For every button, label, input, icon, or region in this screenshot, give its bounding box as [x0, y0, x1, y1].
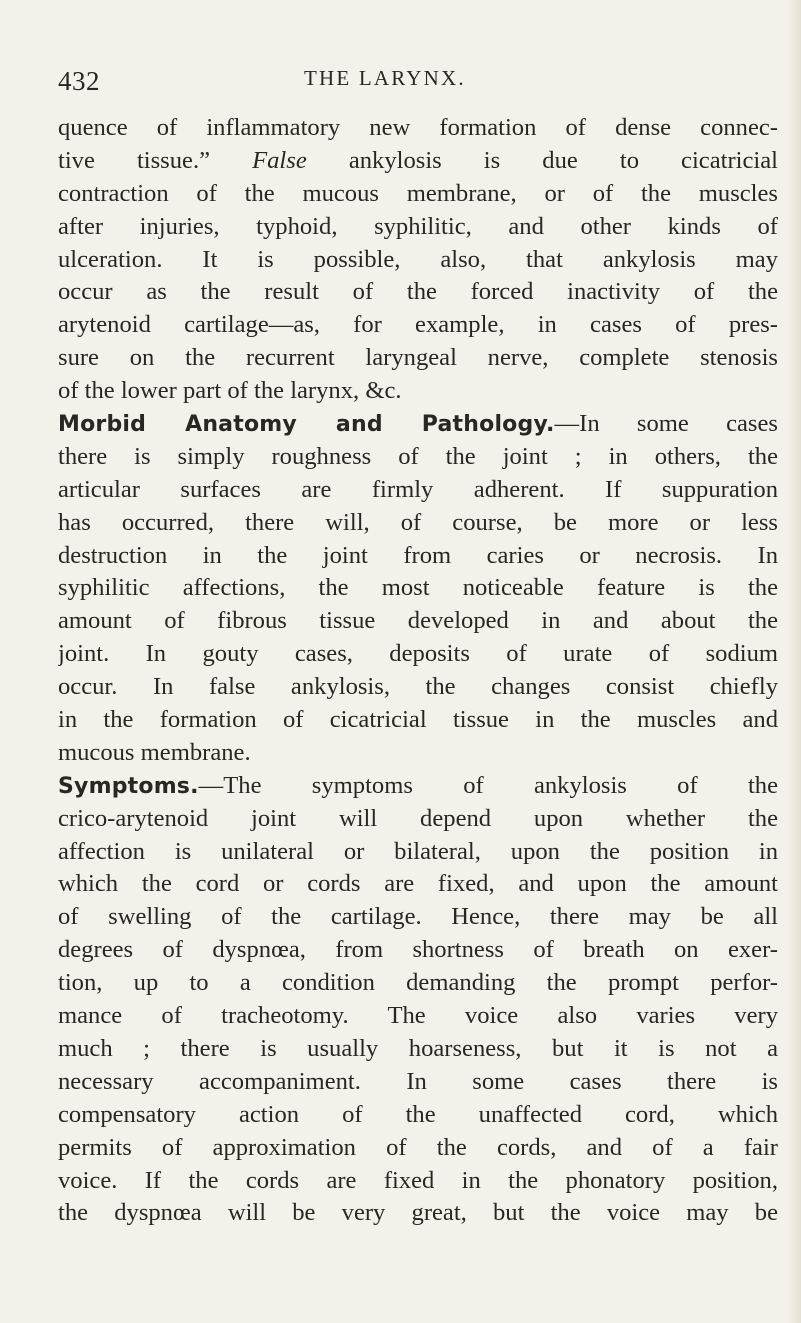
text-line: in the formation of cicatricial tissue in the muscles and — [58, 706, 778, 734]
text-line: Symptoms.—The symptoms of ankylosis of the — [58, 771, 778, 799]
text-line: of swelling of the cartilage. Hence, there may be all — [58, 903, 778, 931]
text-line: after injuries, typhoid, syphilitic, and other kinds of — [58, 212, 778, 240]
section-heading-symptoms: Symptoms. — [58, 773, 199, 799]
text-line: sure on the recurrent laryngeal nerve, complete stenosis — [58, 344, 778, 372]
text-line: affection is unilateral or bilateral, upon the position in — [58, 837, 778, 865]
page-edge-shadow — [787, 0, 801, 1323]
text-line: quence of inflammatory new formation of dense connec- — [58, 114, 778, 141]
text-line: much ; there is usually hoarseness, but it is not a — [58, 1034, 778, 1062]
text-line: occur. In false ankylosis, the changes consist chiefly — [58, 673, 778, 701]
text-line: contraction of the mucous membrane, or of the muscles — [58, 179, 778, 207]
text-line: the dyspnœa will be very great, but the voice may be — [58, 1199, 778, 1227]
text-line: amount of fibrous tissue developed in and about the — [58, 607, 778, 635]
text-line: tion, up to a condition demanding the prompt perfor- — [58, 969, 778, 997]
text-line: Morbid Anatomy and Pathology.—In some cases — [58, 410, 778, 438]
text-line: arytenoid cartilage—as, for example, in cases of pres- — [58, 311, 778, 339]
body-text — [58, 112, 778, 1230]
text-line: voice. If the cords are fixed in the phonatory position, — [58, 1166, 778, 1194]
text-line: articular surfaces are firmly adherent. If suppuration — [58, 475, 778, 503]
text-line: destruction in the joint from caries or necrosis. In — [58, 541, 778, 569]
text-line: syphilitic affections, the most noticeable feature is the — [58, 574, 778, 602]
text-line: tive tissue.” False ankylosis is due to cicatricial — [58, 146, 778, 174]
text-line: necessary accompaniment. In some cases there is — [58, 1067, 778, 1095]
text-line: occur as the result of the forced inactivity of the — [58, 278, 778, 306]
text-line: degrees of dyspnœa, from shortness of breath on exer- — [58, 936, 778, 964]
text-line: which the cord or cords are fixed, and upon the amount — [58, 870, 778, 898]
section-heading-morbid-anatomy: Morbid Anatomy and Pathology. — [58, 412, 555, 438]
emphasis-false: False — [252, 146, 307, 174]
text-line: there is simply roughness of the joint ; in others, the — [58, 442, 778, 470]
running-head: THE LARYNX. — [304, 66, 466, 90]
text-line: has occurred, there will, of course, be more or less — [58, 508, 778, 536]
text-line: ulceration. It is possible, also, that ankylosis may — [58, 245, 778, 273]
text-line: joint. In gouty cases, deposits of urate of sodium — [58, 640, 778, 668]
text-line: of the lower part of the larynx, &c. — [58, 377, 402, 405]
text-line: crico-arytenoid joint will depend upon whether the — [58, 804, 778, 832]
text-line: mucous membrane. — [58, 738, 251, 766]
text-line: permits of approximation of the cords, and of a fair — [58, 1133, 778, 1161]
page-number: 432 — [58, 66, 100, 96]
text-line: mance of tracheotomy. The voice also varies very — [58, 1002, 778, 1030]
text-line: compensatory action of the unaffected cord, which — [58, 1100, 778, 1128]
